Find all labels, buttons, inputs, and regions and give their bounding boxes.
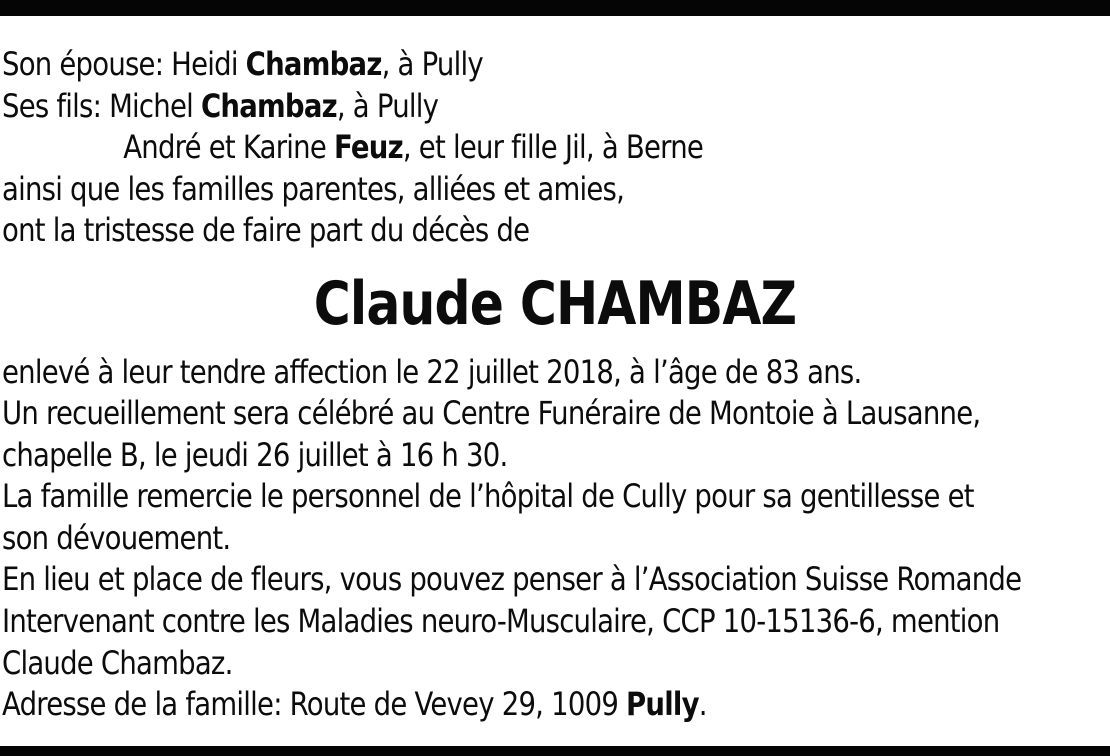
son1-text: Ses fils: Michel — [2, 86, 201, 125]
address-city: Pully — [626, 685, 699, 724]
body-line: chapelle B, le jeudi 26 juillet à 16 h 30. — [2, 435, 508, 474]
top-rule — [0, 0, 1110, 16]
obituary-notice — [2, 44, 1108, 726]
relatives-line: ainsi que les familles parentes, alliées et amies, — [2, 169, 625, 208]
body-line: enlevé à leur tendre affection le 22 juillet 2018, à l’âge de 83 ans. — [2, 352, 862, 391]
bottom-rule — [0, 746, 1110, 756]
son1-surname: Chambaz — [200, 86, 337, 125]
body-line: Un recueillement sera célébré au Centre Funéraire de Montoie à Lausanne, — [2, 394, 981, 433]
spouse-surname: Chambaz — [245, 45, 382, 83]
son1-location: , à Pully — [336, 86, 439, 125]
son2-surname: Feuz — [333, 128, 403, 166]
son2-location: , et leur fille Jil, à Berne — [402, 128, 704, 166]
spouse-text: Son épouse: Heidi — [2, 45, 246, 83]
spouse-line — [2, 44, 953, 86]
address-line — [2, 684, 953, 726]
spouse-location: , à Pully — [381, 45, 483, 83]
son1-line — [2, 86, 953, 128]
body-line: Claude Chambaz. — [2, 643, 233, 682]
notice-body — [2, 352, 1108, 726]
address-text: Adresse de la famille: Route de Vevey 29, 1009 — [2, 685, 627, 724]
son2-text: André et Karine — [123, 128, 334, 166]
body-line: La famille remercie le personnel de l’hôpital de Cully pour sa gentillesse et — [2, 477, 974, 516]
address-period: . — [698, 685, 707, 724]
announcement-line: ont la tristesse de faire part du décès de — [2, 211, 530, 249]
body-line: En lieu et place de fleurs, vous pouvez penser à l’Association Suisse Romande — [2, 560, 1022, 599]
body-line: Intervenant contre les Maladies neuro-Musculaire, CCP 10-15136-6, mention — [2, 602, 1000, 641]
body-line: son dévouement. — [2, 518, 231, 557]
deceased-name: Claude CHAMBAZ — [313, 268, 797, 339]
son2-line — [2, 127, 953, 169]
